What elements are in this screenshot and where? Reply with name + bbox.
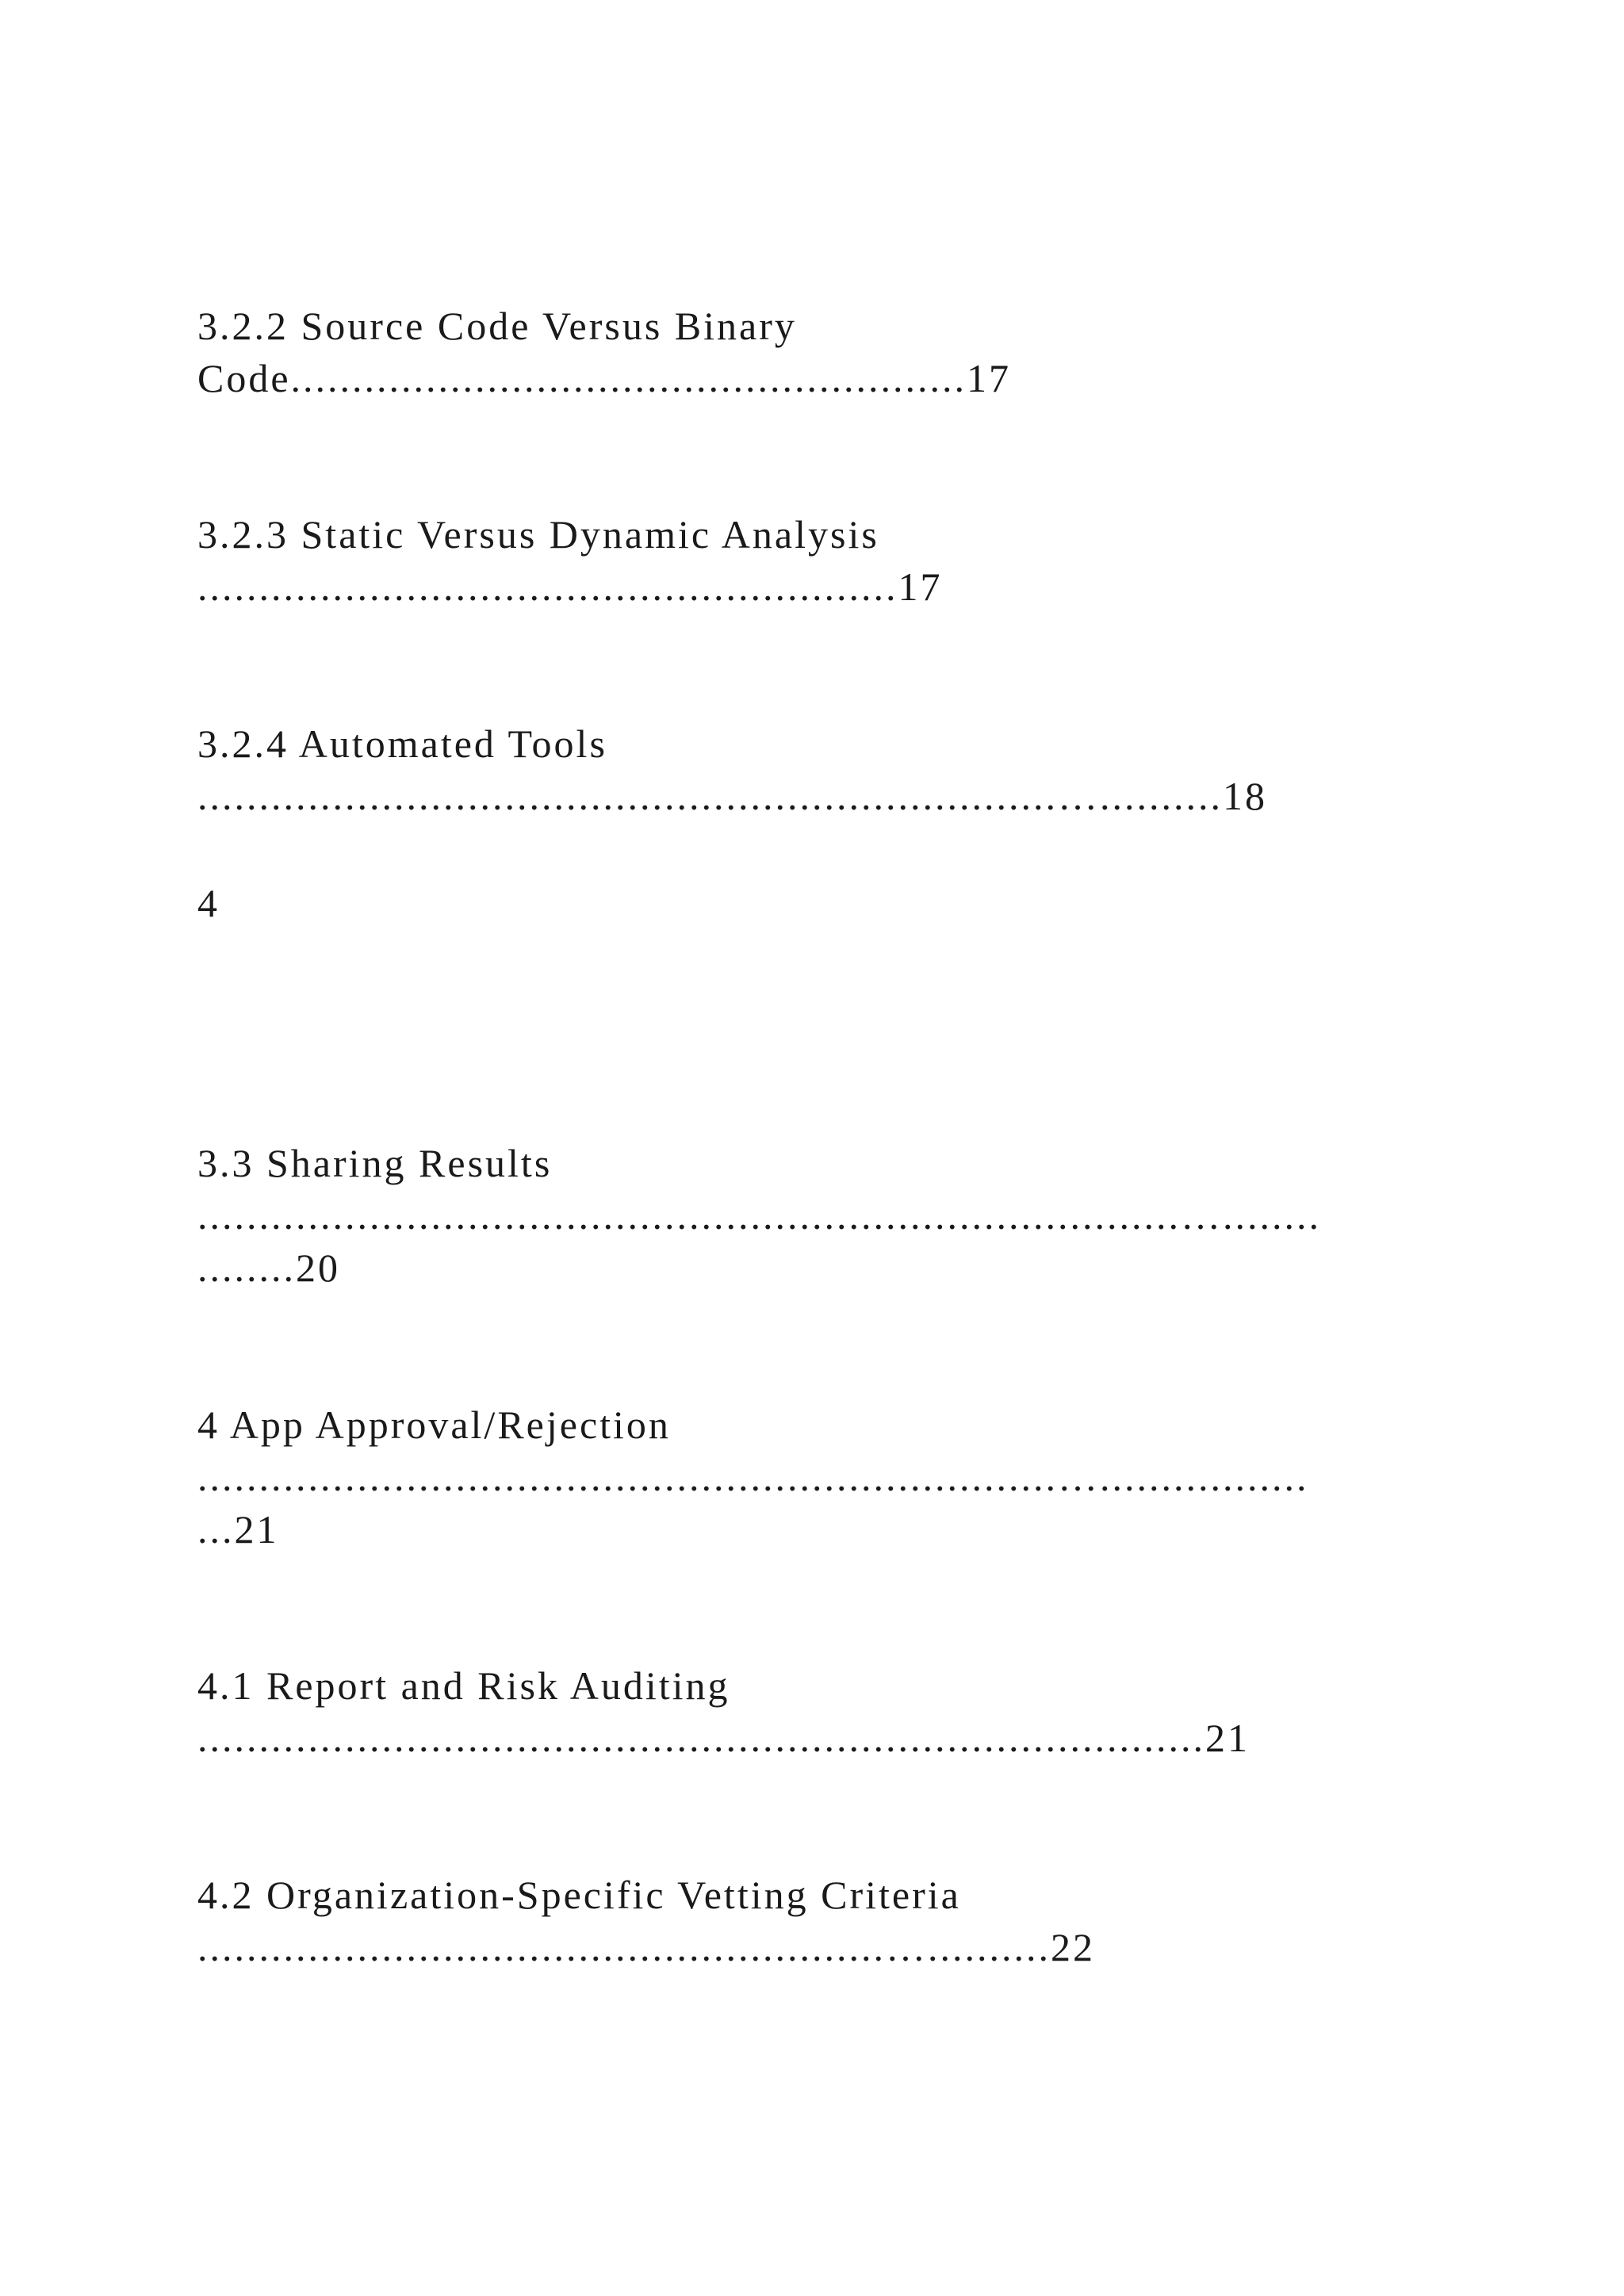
toc-entry-3-3-leader: ................................................................................…........ xyxy=(197,1193,1321,1238)
page-number: 4 xyxy=(197,881,220,925)
toc-entry-4-leader: ......................................................................…................. xyxy=(197,1455,1309,1499)
toc-entry-3-2-2-leader: Code.......................................................17 xyxy=(197,356,1012,400)
toc-entry-3-2-3-leader: .........................................................17 xyxy=(197,564,943,609)
toc-entry-4-1-title: 4.1 Report and Risk Auditing xyxy=(197,1663,730,1708)
toc-entry-4-2-leader: ........................................................…..........22 xyxy=(197,1925,1095,1969)
toc-entry-3-2-4-leader: ......................................................................…..........18 xyxy=(197,774,1267,818)
toc-entry-4-page: ...21 xyxy=(197,1507,279,1552)
toc-entry-4-1-leader: ..................................................................................21 xyxy=(197,1716,1250,1760)
toc-entry-3-3-title: 3.3 Sharing Results xyxy=(197,1141,553,1185)
toc-entry-3-2-3-title: 3.2.3 Static Versus Dynamic Analysis xyxy=(197,512,879,557)
toc-entry-4-title: 4 App Approval/Rejection xyxy=(197,1402,671,1447)
toc-entry-3-2-2-title: 3.2.2 Source Code Versus Binary xyxy=(197,304,797,348)
toc-entry-3-2-4-title: 3.2.4 Automated Tools xyxy=(197,721,607,766)
toc-entry-3-3-page: ........20 xyxy=(197,1246,340,1290)
toc-entry-4-2-title: 4.2 Organization-Specific Vetting Criteria xyxy=(197,1873,961,1917)
